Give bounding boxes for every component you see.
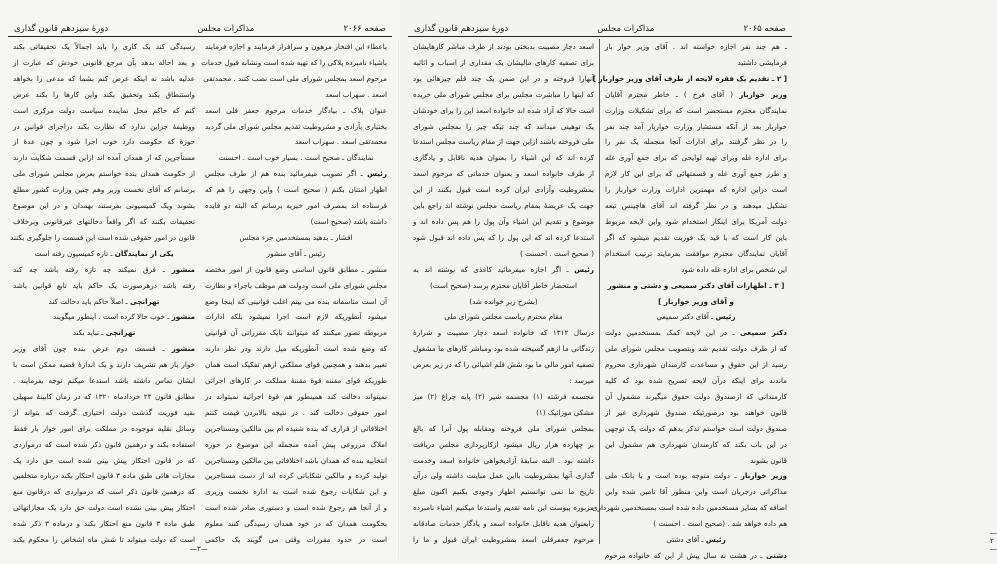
speaker-name: وزیر خواربار	[740, 471, 787, 481]
text-line: اضافه که بسایر مستخدمین داده شده است بمستخدمین شهرداری	[591, 503, 787, 513]
text-line: برای تصفیه کارهای مالیشان یک مقداری از اسباب و اثاثیه	[413, 57, 594, 67]
text-line: [ ۲ ـ تقدیم یک فقره لایحه از طرف آقای وزیر خواربار ]	[592, 73, 787, 83]
text-line: مطابق قانون ۲۴ خردادماه ۱۳۲۰ که در زمان کابینهٔ سهیلی	[13, 391, 196, 401]
text-line: استفاده بکند و درهمین قانون ذکر شده است که درمواردی	[13, 439, 195, 449]
text-line: اسعد . سهراب اسعد	[325, 89, 387, 99]
text-line: است دراین اداره که مهمترین ادارات وزارت خواربار را	[605, 185, 787, 195]
header-page-number: صفحه ۲۰۶۵	[743, 24, 786, 34]
text-line: رئیس ـ اگر تصویب میفرمائید بنده هم از طرف مجلس	[205, 169, 387, 179]
text-line: که اینها را مباشرت مجلس برای مجلس شورای ملی خریده	[413, 89, 594, 99]
text-line: منشور ـ فرق نمیکند چه تازه رفته باشد چه کند	[13, 264, 195, 274]
speaker-name: منشور	[171, 312, 195, 322]
text-line: ملی فروخته باشند ازاین جهت از مقام ریاست مجلس استدعا	[413, 137, 594, 147]
text-line: استدعا کرده اند که این پول را که پس داده اند قبول شود	[413, 232, 594, 242]
text-line: خواربار بعد از آنکه مستشار وزارت خواربار آمد چند نفر	[605, 121, 787, 131]
speaker-name: دشتی	[766, 551, 787, 560]
text-line: تشکیل میدهند و در نظر گرفته اند آقای هاچینس تبعه	[605, 201, 787, 211]
text-line: تاریخ ما نمی توانستیم اظهار وجودی بکنیم اکنون مبلغ	[413, 487, 594, 497]
text-line: موضوع و تقدیم این اشیاء وآن پول را هم پس داده اند و	[413, 216, 594, 226]
text-line: قانون بشوند	[750, 455, 787, 465]
text-line: مرحوم جعفرقلی اسعد بمشروطیت ایران قبول و ما را	[413, 535, 594, 545]
text-line: رئیس ـ آقای دکتر سمیعی	[656, 312, 736, 322]
text-line: انتخابیه بنده که همدان باشد اختلافاتی بین مالکین ومستاجرین	[205, 455, 387, 465]
text-line: و بعد احاله بدهد بآن مرجع قانونی خودش که عبارت از	[13, 57, 195, 67]
text-line: استحضار خاطر آقایان محترم برسد (صحیح است)	[430, 280, 577, 290]
text-line: گذاری آنها بمشروطیت بااین عمل مباینت داشته ولی درآن	[413, 471, 594, 481]
text-line: تغییر بدهند و همچنین قوای مملکتی ازهم تفکیک است همان	[205, 360, 387, 370]
header-publication-title: مذاکرات مجلس	[197, 24, 255, 34]
text-line: وزیر خواربار ( آقای فرخ ) ـ خاطر محترم آقایان	[605, 89, 787, 99]
text-line: میرسد :	[569, 376, 594, 386]
text-line: بختیاری بآزادی و مشروطیت تقدیم مجلس شورای ملی گردید	[205, 121, 387, 131]
text-line: باعطاء این افتخار مرهون و سرافراز فرمایند و اجازه فرمایند	[205, 42, 387, 51]
text-line: این شخص برای اداره غله داده شود	[681, 264, 787, 274]
text-line: که از طرف دولت تقدیم شد وبتصویب مجلس شورای ملی	[605, 344, 787, 354]
text-line: مجسمه فرشته (۱) مجسمه شیر (۲) پایه چراغ (۲) میز	[413, 391, 594, 401]
text-column-left	[8, 39, 200, 549]
text-line: که وضع شده است آنطوریکه میل دارند ودر نظر دارند	[205, 344, 387, 354]
speaker-name: رئیس	[574, 264, 594, 274]
text-line: واستنطاق بکند وتحقیق بکند واین کارها را بکند عرض	[13, 89, 195, 99]
text-line: رسیدگی کند یک کاری را باید اجمالاً یک تحقیقاتی بکند	[13, 42, 195, 51]
text-column-right	[591, 39, 792, 560]
text-line: ووظیفهٔ جزاین ندارد که نظارت بکند دراجرای قوانین در	[13, 121, 195, 131]
text-line: مربوطه تصور میکنند که میتوانند بایک مقرراتی آن قوانینی	[205, 328, 387, 338]
text-line: که درهمین قانون ذکر است که درمواردی که درقانون منع	[13, 487, 195, 497]
text-line: مجازات هائی طبق ماده ۳ قانون احتکار بکند درباره متخلفین	[13, 471, 195, 481]
text-line: منشور ـ مطابق قانون اساسی وضع قانون از امور مختصه	[205, 264, 387, 274]
text-line: برسانم که آقای نخست وزیر وهم چنین وزارت کشور مطلع	[13, 185, 195, 195]
text-line: مستأجرین که از همدان آمده اند ازاین قسمت شکایت دارند	[13, 153, 195, 163]
text-line: بحکومت همدان که در خود همدان رسیدگی کنند معلوم	[205, 519, 387, 529]
speaker-name: رئیس	[705, 535, 726, 545]
speaker-name: تهرانچی	[105, 328, 136, 338]
text-line: املاک مزروعی پیش آمده منجمله این موضوع در حوزه	[205, 439, 387, 449]
text-line: رئیس ـ آقای دشتی	[666, 535, 726, 545]
text-line: طوریکه قوای مقننه قوهٔ مقننهٔ مملکت در کارهای اجرائی	[205, 376, 387, 386]
text-line: هم داده خواهد شد . (صحیح است . احسنت )	[653, 519, 787, 529]
text-column-left	[408, 39, 599, 549]
text-line: عدلیه باشد نه اینکه عرض کنم بشما که مدعی را بخواهد	[13, 73, 195, 83]
text-line: بشوند ویک کمیسیونی بفرستند بهمدان و در این موضوع	[13, 201, 195, 211]
text-line: حوزهٔ که حکومت دارد خوب اجرا شود و چون عدهٔ از	[13, 137, 195, 147]
text-line: اظهار امتنان بکنم ( صحیح است ) واین وجهی را هم که	[205, 185, 387, 195]
text-line: کرده اند که این اشیاء را بعنوان هدیه ناقابل و یادگاری	[413, 153, 594, 163]
text-line: تهرانچی ـ نباید بکند	[72, 328, 136, 338]
text-line: دکتر سمیعی ـ در این لایحه کمک بمستخدمین دولت	[605, 328, 787, 338]
text-line: قانون در امور حقوقی شده است این قسمت را جلوگیری بکنند	[10, 232, 195, 242]
speaker-name: دکتر سمیعی	[739, 328, 787, 338]
text-line: عنوان پلاک ـ بیادگار خدمات مرحوم جعفر قلی اسعد	[205, 105, 387, 115]
text-line: است که دولت میتواند تا شش ماه اشخاص را محکوم بکند	[13, 535, 195, 545]
speaker-name: وزیر خواربار	[739, 89, 787, 99]
text-line: تحقیقات بکنند که اگر واقعاً دخالتهای غیرقانونی وبرخلاف	[13, 216, 195, 226]
text-line: مجلس شورای ملی است ودولت هم موظف باجراء و نظارت	[205, 280, 387, 290]
text-line: قانون خواهند بود درصورتیکه صندوق شهرداری غیر از	[605, 407, 787, 417]
text-line: دولت آمریکا برای اینکار استخدام شود واین لایحه مربوط	[605, 216, 787, 226]
speaker-name: رئیس	[715, 312, 736, 322]
text-line: آن است متاسفانه بنده می بینم اغلب قوانینی که اینجا وضع	[205, 296, 387, 306]
text-line: رابعنوان هدیه ناقابل خانواده اسعد و یادگار خدمات صادقانه	[413, 519, 594, 529]
text-line: ماندند برای اینکه درآن لایحه تصریح شده بود که کلیه	[605, 376, 787, 386]
text-line: مشکی موزائیک (۱)	[536, 407, 594, 417]
speaker-name: یکی از نمایندگان	[114, 248, 174, 258]
text-line: (بشرح زیر خوانده شد)	[469, 296, 538, 306]
text-line: رفته باشد درهرصورت یک حاکم باید تابع قوانین باشد	[13, 280, 195, 290]
text-line: مقام محترم ریاست مجلس شورای ملی	[444, 312, 563, 322]
speaker-name: منشور	[171, 264, 195, 274]
text-line: باین کار است که با قید یک فوریت تقدیم میشود که اگر	[605, 232, 787, 242]
speaker-name: تهرانچی	[129, 296, 160, 306]
text-line: در این باب بکند که کارمندان شهرداری هم مشمول این	[605, 439, 787, 449]
text-line: تولید کرده و مالکین شکایاتی کرده اند از دست مستاجرین	[205, 471, 387, 481]
folio-mark: —۳—	[190, 545, 208, 553]
text-line: و این شکایات رجوع شده است به اداره نخست وزیری	[205, 487, 387, 497]
text-line: از طرف خانواده اسعد و بعنوان خدماتی که مرحوم اسعد	[413, 169, 594, 179]
text-line: کارمندانی که ازصندوق دولت حقوق میگیرند مشمول آن	[605, 391, 787, 401]
book-gutter	[398, 40, 400, 559]
text-line: افشار ـ بدهید بمستخدمین جزء مجلس	[239, 232, 353, 242]
text-line: بر چهارده هزار ریال میشود ازکارپردازی مجلس دریافت	[413, 439, 594, 449]
text-line: دشتی ـ در هشت نه سال پیش از این که خانواده مرحوم	[605, 551, 787, 560]
text-line: و از آنجا هم رجوع شده است و دستوری صادر شده است	[205, 503, 387, 513]
text-line: جهت یک عریضهٔ بمقام ریاست مجلس نوشته اند راجع باین	[413, 201, 594, 211]
text-line: یکی از نمایندگان ـ تازه کمیسیون رفته است	[34, 248, 174, 258]
text-line: منشور ـ قسمت دوم عرض بنده چون آقای وزیر	[13, 344, 195, 354]
header-page-number: صفحه ۲۰۶۶	[343, 24, 386, 34]
text-line: کنم که حاکم محل نماینده سیاست دولت مرکزی است	[13, 105, 195, 115]
text-line: بمشروطیت وآزادی ایران کرده است قبول بکنند از این	[413, 185, 594, 195]
text-line: محمدتقی اسعد . سهراب اسعد	[294, 137, 387, 147]
text-line: نمیتواند دخالت کند همینطور هم قوهٔ اجرائیه نمیتواند در	[205, 391, 387, 401]
header-publication-title: مذاکرات مجلس	[597, 24, 655, 34]
text-line: اسعد دچار مصیبت بدبختی بودند از طرف مباشر کارهایشان	[413, 42, 594, 51]
text-line: رسید از این حقوق و مساعدت کارمندان شهرداری محروم	[605, 360, 787, 370]
page-2066	[0, 0, 400, 559]
text-line: داشته بود . البته سابقهٔ آزادیخواهی خانواده اسعد وخدمت	[413, 455, 594, 465]
text-line: زندگانی ما ازهم گسیخته شده بود ومباشر کارهای ما مشغول	[413, 344, 594, 354]
page-2065	[400, 0, 997, 560]
text-line: را در نظر گرفتند برای ادارات آنجا منجمله یک نفر را	[605, 137, 787, 147]
text-line: نمایندگان ـ صحیح است . بسیار خوب است . احسنت	[218, 153, 374, 163]
header-session-title: دورهٔ سیزدهم قانون گذاری	[414, 24, 509, 34]
text-line: رئیس ـ اگر اجازه میفرمائید کاغذی که نوشته اند به	[413, 264, 594, 274]
folio-mark: —۲—	[990, 529, 997, 553]
text-line: آقایان نمایندگان محترم موافقت بفرمایند ترتیب استخدام	[605, 248, 787, 258]
text-line: صندوق دولت است خواستم تذکر بدهم که دولت یک توجهی	[605, 423, 787, 433]
text-line: برای اداره غله وبرای تهیه لوایحی که برای جمع آوری غله	[605, 153, 787, 163]
text-line: بقید فوریت گذشت دولت اختیاری گرفت که بتواند از	[13, 407, 195, 417]
text-line: تصفیه امور مالی ما بود شش قلم اشیائی را که در زیر بعرض	[413, 360, 594, 370]
text-line: است حالا که آزاد شده اند خانواده اسعد این را برای خودشان	[413, 105, 594, 115]
text-line: مزبوره پیوست این نامه تقدیم واستدعا میکنیم اشیاء نامبرده	[413, 503, 594, 513]
text-line: میشود آنطوریکه لازم است اجرا نمیشود بلکه ادارات	[205, 312, 387, 322]
text-line: خوار بار هم تشریف دارند و یک اندازهٔ قضیه ممکن است با	[13, 360, 195, 370]
text-line: طبق ماده ۳ قانون منع احتکار بکند و درماده ۳ ذکر شده	[13, 519, 195, 529]
text-line: نمایندگان محترم مستحضر است که برای تشکیلات وزارت	[605, 105, 787, 115]
text-line: تهرانچی ـ اصلاً حاکم باید دخالت کند	[48, 296, 160, 306]
text-line: بمجلس شورای ملی فروخته ومقابله پول آنرا که بالغ	[413, 423, 594, 433]
text-line: باشیاء نامبرده پلاکی را که تهیه شده است ونشانه قبول خدمات	[201, 57, 387, 67]
text-line: اختلافاتی از قراری که بنده شنیده ام بین مالکین ومستاجرین	[205, 423, 387, 433]
page-header	[8, 14, 392, 37]
speaker-name: منشور	[171, 344, 195, 354]
text-line: وزیر خواربار ـ دولت متوجه بوده است و با بانک ملی	[605, 471, 787, 481]
text-line: داشته باشد (صحیح است)	[310, 216, 387, 226]
text-line: که در قانون احتکار پیش بینی شده است حق دارد یک	[13, 455, 195, 465]
text-line: رئیس ـ آقای منشور	[266, 248, 326, 258]
text-line: فرستاده اند بمصرف امور خیریه برسانم که البته دو فایده	[205, 201, 387, 211]
text-line: ایشان تماس داشته باشد استدعا میکنم توجه بفرمایند .	[13, 376, 195, 386]
text-line: احتکار پیش بینی نشده است دولت حق دارد یک مجازاتهائی	[13, 503, 195, 513]
text-line: فرمایشی داشتید	[737, 57, 787, 67]
text-line: و طرز جمع آوری غله و قسمتهائی که برای این کار لازم	[605, 169, 787, 179]
text-line: از حکومت همدان بنده خواستم بعرض مجلس شورای ملی	[13, 169, 195, 179]
text-line: یک توهینی میدانند که چند تیکه چیز را بمجلس شورای	[413, 121, 594, 131]
text-line: ( صحیح است . احسنت )	[519, 248, 594, 258]
text-line: منشور ـ خوب حالا کرده است . اینطور میگویند	[53, 312, 195, 322]
text-line: مرحوم اسعد بمجلس شورای ملی است نصب کنند . محمدتقی	[203, 73, 387, 83]
text-column-right	[200, 39, 392, 549]
text-line: امور حقوقی دخالت کند . در نتیجه بالابردن قیمت کنتم	[205, 407, 387, 417]
speaker-name: رئیس	[367, 169, 387, 179]
text-line: مذاکراتی درجریان است واین منظور آقا تامین شده واین	[605, 487, 787, 497]
header-session-title: دورهٔ سیزدهم قانون گذاری	[14, 24, 109, 34]
text-line: ـ هم چند نفر اجازه خواسته اند . آقای وزیر خوار بار	[605, 42, 787, 51]
text-line: و آقای وزیر خواربار ]	[658, 296, 734, 306]
text-line: وسائل نقلیه موجوده در مملکت برای امور خوار بار فقط	[13, 423, 195, 433]
text-line: آنهارا فروخته و در این ضمن یک چند قلم چیزهائی بود	[413, 73, 594, 83]
text-line: است در حدود مقررات وقتی می گویند یک حاکمی	[205, 535, 387, 545]
text-line: [ ۳ ـ اظهارات آقای دکتر سمیعی و دشتی و منشور	[607, 280, 785, 290]
page-header	[408, 14, 792, 37]
text-line: درسال ۱۳۱۲ که خانواده اسعد دچار مصیبت و شرارهٔ	[413, 328, 594, 338]
